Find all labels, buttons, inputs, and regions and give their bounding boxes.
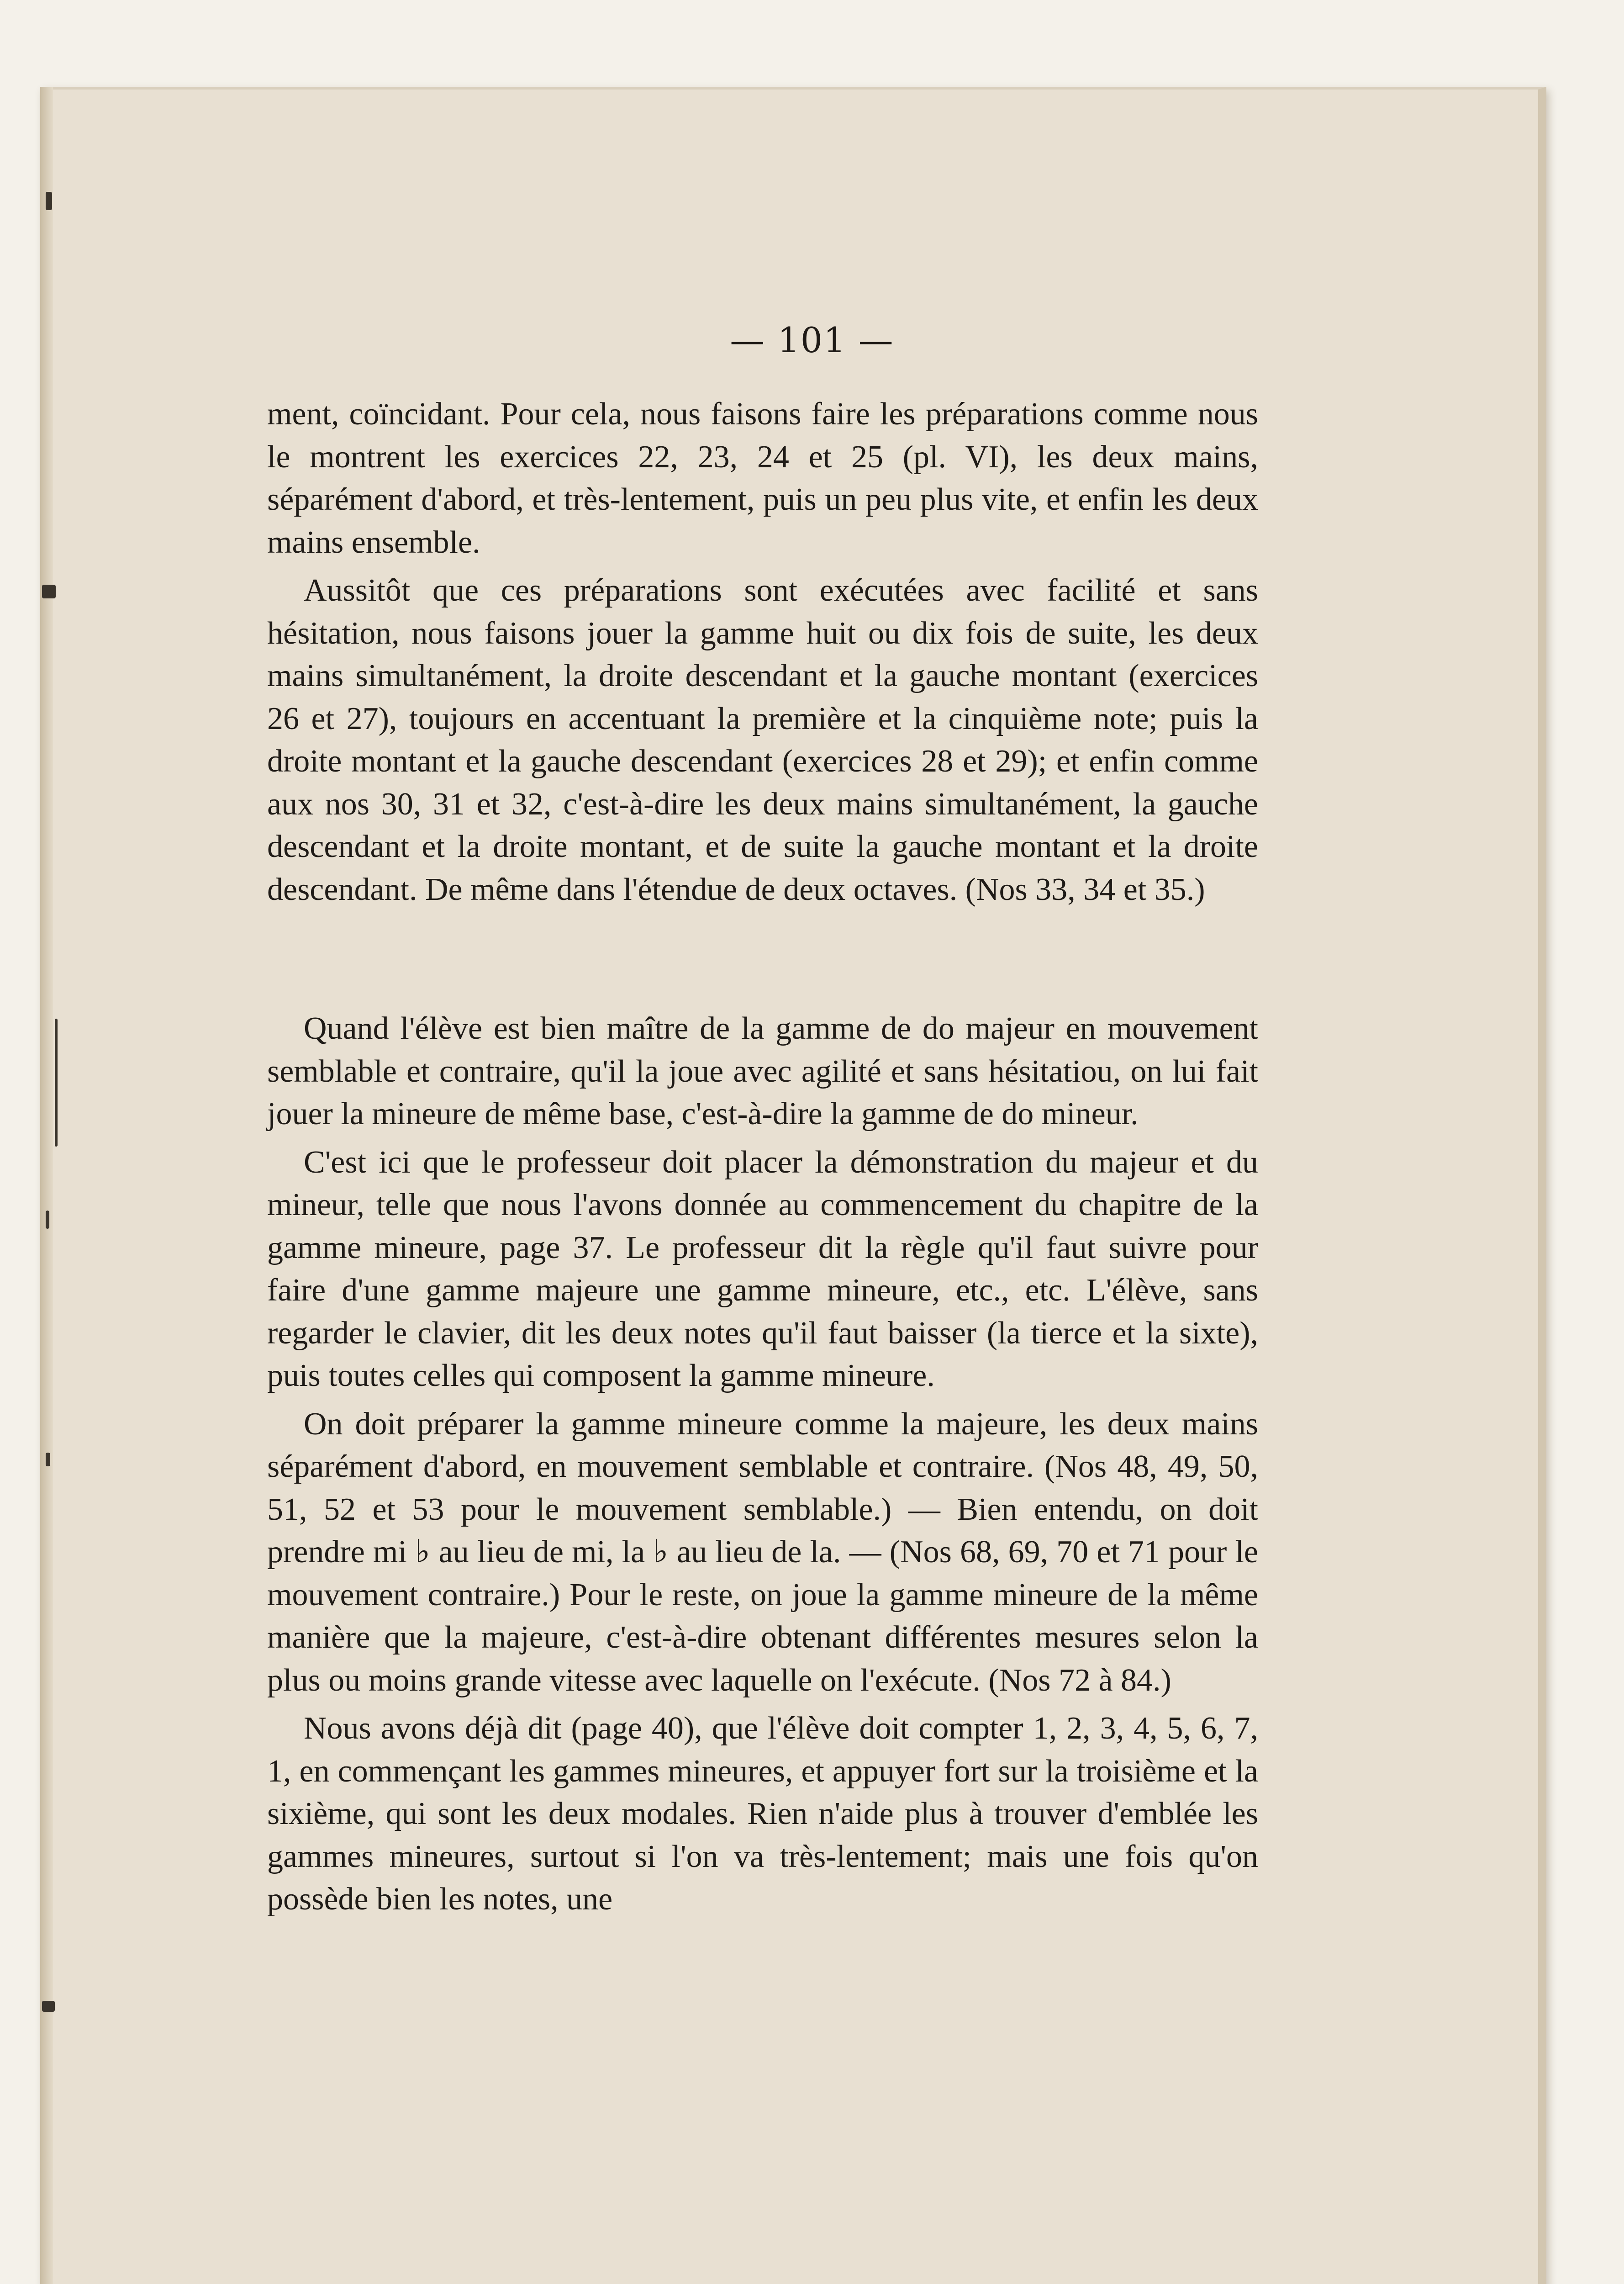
paragraph: Quand l'élève est bien maître de la gamme de do majeur en mouvement semblable et contraire, qu'il la joue avec agilité et sans hésitatiou, on lui fait jouer la mineure de même base, c'est-à-dire la gamme de do mineur. bbox=[267, 1011, 1258, 1131]
text-section-1 bbox=[267, 393, 1258, 911]
margin-mark bbox=[42, 2001, 55, 2012]
margin-mark bbox=[46, 192, 52, 210]
paragraph: ment, coïncidant. Pour cela, nous faisons faire les préparations comme nous le montrent les exercices 22, 23, 24 et 25 (pl. VI), les deux mains, séparément d'abord, et très-lentement, puis un peu plus vite, et enfin les deux mains ensemble. bbox=[267, 397, 1258, 560]
text-section-2 bbox=[267, 1007, 1258, 1921]
margin-mark bbox=[46, 1211, 49, 1229]
margin-mark bbox=[46, 1453, 50, 1466]
paragraph: Aussitôt que ces préparations sont exécutées avec facilité et sans hésitation, nous faisons jouer la gamme huit ou dix fois de suite, les deux mains simultanément, la droite descendant et la gauche montant (exercices 26 et 27), toujours en accentuant la première et la cinquième note; puis la droite montant et la gauche descendant (exercices 28 et 29); et enfin comme aux nos 30, 31 et 32, c'est-à-dire les deux mains simultanément, la gauche descendant et la droite montant, et de suite la gauche montant et la droite descendant. De même dans l'étendue de deux octaves. (Nos 33, 34 et 35.) bbox=[267, 573, 1258, 907]
margin-mark bbox=[55, 1019, 58, 1147]
paragraph: Nous avons déjà dit (page 40), que l'élève doit compter 1, 2, 3, 4, 5, 6, 7, 1, en commençant les gammes mineures, et appuyer fort sur la troisième et la sixième, qui sont les deux modales. Rien n'aide plus à trouver d'emblée les gammes mineures, surtout si l'on va très-lentement; mais une fois qu'on possède bien les notes, une bbox=[267, 1711, 1258, 1917]
page-number: — 101 — bbox=[730, 320, 894, 360]
paragraph: On doit préparer la gamme mineure comme la majeure, les deux mains séparément d'abord, en mouvement semblable et contraire. (Nos 48, 49, 50, 51, 52 et 53 pour le mouvement semblable.) — Bien entendu, on doit prendre mi ♭ au lieu de mi, la ♭ au lieu de la. — (Nos 68, 69, 70 et 71 pour le mouvement contraire.) Pour le reste, on joue la gamme mineure de la même manière que la majeure, c'est-à-dire obtenant différentes mesures selon la plus ou moins grande vitesse avec laquelle on l'exécute. (Nos 72 à 84.) bbox=[267, 1406, 1258, 1698]
paragraph: C'est ici que le professeur doit placer la démonstration du majeur et du mineur, telle que nous l'avons donnée au commencement du chapitre de la gamme mineure, page 37. Le professeur dit la règle qu'il faut suivre pour faire d'une gamme majeure une gamme mineure, etc., etc. L'élève, sans regarder le clavier, dit les deux notes qu'il faut baisser (la tierce et la sixte), puis toutes celles qui composent la gamme mineure. bbox=[267, 1144, 1258, 1393]
page-binding-edge bbox=[40, 87, 53, 2284]
margin-mark bbox=[42, 585, 56, 598]
